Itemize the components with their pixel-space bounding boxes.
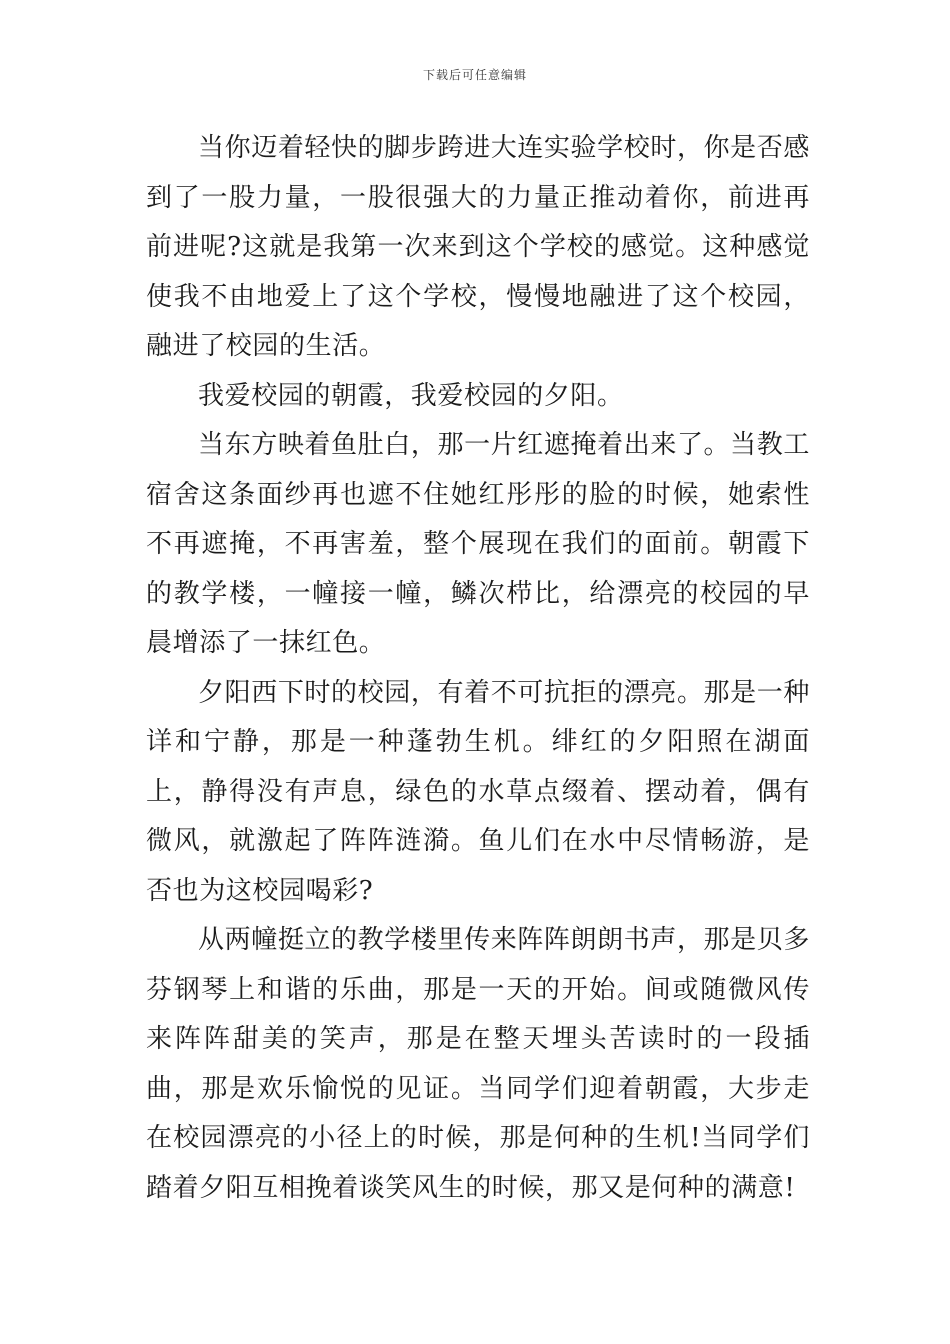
page-header: 下载后可任意编辑 [422, 68, 527, 82]
paragraph-5: 从两幢挺立的教学楼里传来阵阵朗朗书声，那是贝多芬钢琴上和谐的乐曲，那是一天的开始。间或随微风传来阵阵甜美的笑声，那是在整天埋头苦读时的一段插曲，那是欢乐愉悦的见证。当同学们迎着朝霞，大步走在校园漂亮的小径上的时候，那是何种的生机!当同学们踏着夕阳互相挽着谈笑风生的时候，那又是何种的满意! [146, 925, 810, 1203]
article-body [146, 124, 810, 1213]
paragraph-3: 当东方映着鱼肚白，那一片红遮掩着出来了。当教工宿舍这条面纱再也遮不住她红彤彤的脸的时候，她索性不再遮掩，不再害羞，整个展现在我们的面前。朝霞下的教学楼，一幢接一幢，鳞次栉比，给漂亮的校园的早晨增添了一抹红色。 [146, 430, 810, 658]
paragraph-2: 我爱校园的朝霞，我爱校园的夕阳。 [198, 380, 624, 411]
paragraph-1: 当你迈着轻快的脚步跨进大连实验学校时，你是否感到了一股力量，一股很强大的力量正推动着你，前进再前进呢?这就是我第一次来到这个学校的感觉。这种感觉使我不由地爱上了这个学校，慢慢地融进了这个校园，融进了校园的生活。 [146, 133, 810, 361]
paragraph-4: 夕阳西下时的校园，有着不可抗拒的漂亮。那是一种详和宁静，那是一种蓬勃生机。绯红的夕阳照在湖面上，静得没有声息，绿色的水草点缀着、摆动着，偶有微风，就激起了阵阵涟漪。鱼儿们在水中尽情畅游，是否也为这校园喝彩? [146, 677, 810, 906]
